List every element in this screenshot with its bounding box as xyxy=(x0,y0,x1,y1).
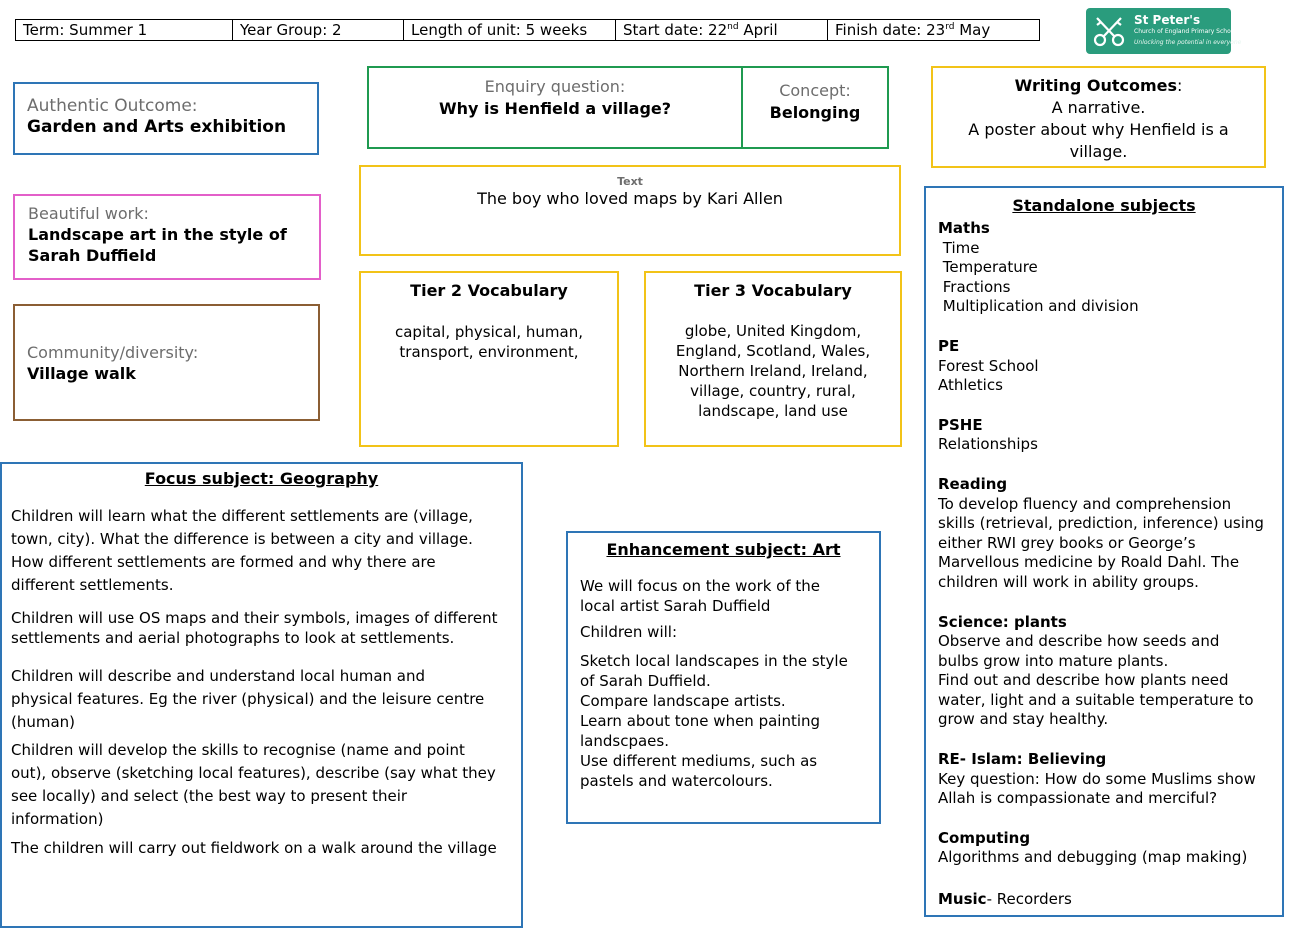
enhancement-line: Sketch local landscapes in the style xyxy=(580,652,848,670)
concept xyxy=(743,80,887,124)
text-label: Text xyxy=(617,175,643,188)
enhancement-line: Compare landscape artists. xyxy=(580,692,786,710)
logo-subtitle: Church of England Primary School xyxy=(1134,28,1237,35)
unit-info-strip xyxy=(15,19,1040,41)
enhancement-line: We will focus on the work of the xyxy=(580,577,821,595)
science-section xyxy=(938,613,1282,731)
pe-item: Athletics xyxy=(938,376,1003,395)
focus-paragraph xyxy=(11,608,521,648)
re-heading: RE- Islam: Believing xyxy=(938,750,1107,769)
reading-section xyxy=(938,475,1282,593)
logo-name: St Peter's xyxy=(1134,13,1201,27)
enquiry-question xyxy=(369,76,741,120)
term-cell xyxy=(16,20,233,40)
concept-value: Belonging xyxy=(769,103,861,122)
reading-line: either RWI grey books or George’s xyxy=(938,533,1196,552)
focus-line: Children will learn what the different settlements are (village, xyxy=(11,507,473,525)
maths-item: Time xyxy=(938,238,980,257)
maths-item: Multiplication and division xyxy=(938,297,1139,316)
focus-paragraph xyxy=(11,665,521,734)
tier-3-title: Tier 3 Vocabulary xyxy=(694,281,852,300)
focus-subject-box xyxy=(0,462,523,928)
tier-3-line: Northern Ireland, Ireland, xyxy=(678,362,868,380)
tier-3-vocabulary-box xyxy=(644,271,902,447)
pshe-section xyxy=(938,416,1282,455)
focus-line: Children will describe and understand local human and xyxy=(11,667,426,685)
maths-heading: Maths xyxy=(938,219,990,237)
tier-2-line: capital, physical, human, xyxy=(394,323,584,341)
focus-line: town, city). What the difference is between a city and village. xyxy=(11,530,473,548)
writing-outcomes-box xyxy=(931,66,1266,168)
enhancement-line: landscpaes. xyxy=(580,732,669,750)
beautiful-work-box xyxy=(13,194,321,280)
tier-2-title: Tier 2 Vocabulary xyxy=(410,281,568,300)
writing-outcome-1: A narrative. xyxy=(1051,98,1146,117)
authentic-outcome-box xyxy=(13,82,319,155)
maths-item: Fractions xyxy=(938,277,1011,296)
standalone-subjects-box xyxy=(924,186,1284,917)
focus-line: How different settlements are formed and why there are xyxy=(11,553,436,571)
year-group-cell xyxy=(233,20,404,40)
science-line: Find out and describe how plants need xyxy=(938,671,1229,690)
pe-item: Forest School xyxy=(938,356,1039,375)
tier-3-line: globe, United Kingdom, xyxy=(684,322,862,340)
authentic-outcome-value: Garden and Arts exhibition xyxy=(27,117,287,137)
focus-paragraph xyxy=(11,739,521,831)
computing-heading: Computing xyxy=(938,828,1031,847)
re-line: Key question: How do some Muslims show xyxy=(938,769,1256,788)
maths-section xyxy=(938,219,1282,317)
pshe-item: Relationships xyxy=(938,435,1038,454)
focus-line: physical features. Eg the river (physical) and the leisure centre xyxy=(11,690,485,708)
focus-line: see locally) and select (the best way to present their xyxy=(11,787,408,805)
science-line: bulbs grow into mature plants. xyxy=(938,651,1169,670)
start-date-prefix: Start date: 22 xyxy=(623,21,728,39)
pshe-heading: PSHE xyxy=(938,415,983,434)
tier-3-line: village, country, rural, xyxy=(690,382,856,400)
school-logo xyxy=(1086,8,1242,54)
community-diversity-label: Community/diversity: xyxy=(27,343,199,362)
focus-line: The children will carry out fieldwork on a walk around the village xyxy=(11,839,497,857)
unit-length-text: Length of unit: 5 weeks xyxy=(411,21,588,39)
writing-outcome-2-line-1: A poster about why Henfield is a xyxy=(968,120,1229,139)
re-line: Allah is compassionate and merciful? xyxy=(938,789,1218,808)
enhancement-line: Use different mediums, such as xyxy=(580,752,818,770)
focus-line: information) xyxy=(11,810,104,828)
year-group-text: Year Group: 2 xyxy=(240,21,342,39)
enhancement-subject-title: Enhancement subject: Art xyxy=(606,540,841,559)
tier-3-line: England, Scotland, Wales, xyxy=(675,342,871,360)
writing-outcomes-label: Writing Outcomes xyxy=(1014,76,1178,95)
music-section xyxy=(938,890,1282,910)
finish-date-prefix: Finish date: 23 xyxy=(835,21,946,39)
music-heading: Music xyxy=(938,890,987,909)
enhancement-line: of Sarah Duffield. xyxy=(580,672,711,690)
enhancement-line: pastels and watercolours. xyxy=(580,772,773,790)
community-diversity-value: Village walk xyxy=(27,364,136,383)
standalone-subjects-title: Standalone subjects xyxy=(1012,196,1196,215)
start-date-suffix: April xyxy=(738,21,778,39)
enquiry-question-label: Enquiry question: xyxy=(484,77,626,96)
logo-tagline: Unlocking the potential in everyone xyxy=(1134,39,1242,46)
focus-paragraph xyxy=(11,505,521,597)
reading-heading: Reading xyxy=(938,474,1008,493)
reading-line: Marvellous medicine by Roald Dahl. The xyxy=(938,553,1240,572)
enhancement-line: Learn about tone when painting xyxy=(580,712,821,730)
enquiry-concept-box xyxy=(367,66,889,149)
re-section xyxy=(938,750,1282,809)
enquiry-question-value: Why is Henfield a village? xyxy=(438,99,672,118)
focus-line: different settlements. xyxy=(11,576,174,594)
science-line: water, light and a suitable temperature to xyxy=(938,690,1254,709)
science-heading: Science: plants xyxy=(938,612,1067,631)
pe-section xyxy=(938,337,1282,396)
science-line: Observe and describe how seeds and xyxy=(938,632,1220,651)
enhancement-line: local artist Sarah Duffield xyxy=(580,597,771,615)
beautiful-work-line-1: Landscape art in the style of xyxy=(28,225,287,244)
focus-line: Children will develop the skills to recognise (name and point xyxy=(11,741,465,759)
enhancement-subject-box xyxy=(566,531,881,824)
reading-line: To develop fluency and comprehension xyxy=(938,494,1232,513)
focus-line: out), observe (sketching local features), describe (say what they xyxy=(11,764,496,782)
music-detail: - Recorders xyxy=(986,890,1072,909)
focus-line: (human) xyxy=(11,713,76,731)
enhancement-paragraph xyxy=(580,651,879,791)
unit-length-cell xyxy=(404,20,616,40)
finish-date-cell xyxy=(828,20,1039,40)
finish-date-sup: rd xyxy=(945,22,955,32)
tier-2-vocabulary-box xyxy=(359,271,619,447)
authentic-outcome-label: Authentic Outcome: xyxy=(27,96,198,116)
tier-3-line: landscape, land use xyxy=(698,402,848,420)
focus-paragraph xyxy=(11,837,521,860)
text-box xyxy=(359,165,901,256)
term-text: Term: Summer 1 xyxy=(23,21,148,39)
start-date-cell xyxy=(616,20,828,40)
enhancement-paragraph xyxy=(580,576,879,616)
focus-line: settlements and aerial photographs to look at settlements. xyxy=(11,629,455,647)
enhancement-children-will: Children will: xyxy=(580,623,678,641)
beautiful-work-label: Beautiful work: xyxy=(28,204,149,223)
start-date-sup: nd xyxy=(727,22,739,32)
focus-line: Children will use OS maps and their symbols, images of different xyxy=(11,609,498,627)
concept-label: Concept: xyxy=(779,81,851,100)
text-title: The boy who loved maps by Kari Allen xyxy=(477,189,783,208)
reading-line: children will work in ability groups. xyxy=(938,572,1199,591)
writing-outcome-2-line-2: village. xyxy=(1069,142,1128,161)
focus-subject-title: Focus subject: Geography xyxy=(144,469,379,488)
beautiful-work-line-2: Sarah Duffield xyxy=(28,246,157,265)
pe-heading: PE xyxy=(938,336,960,355)
writing-outcomes-colon: : xyxy=(1177,76,1183,95)
reading-line: skills (retrieval, prediction, inference) using xyxy=(938,514,1264,533)
computing-section xyxy=(938,829,1282,868)
maths-item: Temperature xyxy=(938,258,1038,277)
community-diversity-box xyxy=(13,304,320,421)
finish-date-suffix: May xyxy=(954,21,991,39)
crossed-keys-icon xyxy=(1092,14,1126,48)
science-line: grow and stay healthy. xyxy=(938,710,1109,729)
tier-2-line: transport, environment, xyxy=(399,343,579,361)
computing-line: Algorithms and debugging (map making) xyxy=(938,848,1248,867)
